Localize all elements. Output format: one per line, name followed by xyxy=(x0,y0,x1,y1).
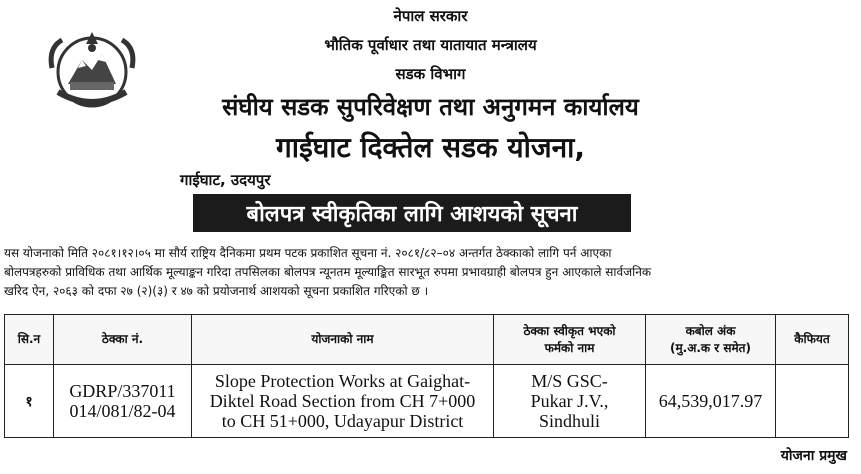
cell-project-line: Slope Protection Works at Gaighat- xyxy=(214,371,471,391)
column-header-remarks: कैफियत xyxy=(776,315,849,365)
office-name: संघीय सडक सुपरिवेक्षण तथा अनुगमन कार्यालय xyxy=(222,93,639,121)
project-location: गाईघाट, उदयपुर xyxy=(180,171,271,189)
cell-contract-line: 014/081/82-04 xyxy=(69,401,176,421)
column-header-firm-line: ठेक्का स्वीकृत भएको xyxy=(523,323,616,338)
cell-project-name xyxy=(192,365,494,438)
ministry-name: भौतिक पूर्वाधार तथा यातायात मन्त्रालय xyxy=(324,36,537,54)
department-name: सडक विभाग xyxy=(395,65,466,83)
cell-project-line: Diktel Road Section from CH 7+000 xyxy=(209,391,476,411)
cell-sn: १ xyxy=(5,365,54,438)
cell-contract-no xyxy=(54,365,192,438)
table-row xyxy=(5,365,849,438)
signature-title: योजना प्रमुख xyxy=(780,448,847,464)
notice-body-line: बोलपत्रहरुको प्राविधिक तथा आर्थिक मूल्याङ्कन गरिदा तपसिलका बोलपत्र न्यूनतम मूल्याङ्कित सारभूत रुपमा प्रभावग्राही बोलपत्र हुन आएकाले सार्वजनिक xyxy=(4,265,652,279)
project-name: गाईघाट दिक्तेल सडक योजना, xyxy=(275,131,586,164)
notice-body xyxy=(4,244,856,301)
cell-firm xyxy=(494,365,646,438)
award-table xyxy=(4,314,849,438)
column-header-sn: सि.न xyxy=(5,315,54,365)
government-name: नेपाल सरकार xyxy=(393,7,468,25)
notice-title: बोलपत्र स्वीकृतिका लागि आशयको सूचना xyxy=(193,194,631,232)
cell-amount: 64,539,017.97 xyxy=(646,365,776,438)
column-header-firm xyxy=(494,315,646,365)
cell-firm-line: Sindhuli xyxy=(538,411,600,431)
notice-body-line: यस योजनाको मिति २०८१।१२।०५ मा सौर्य राष्ट्रिय दैनिकमा प्रथम पटक प्रकाशित सूचना नं. २०८१/८२–०४ अन्तर्गत ठेक्काको लागि पर्न आएका xyxy=(4,246,612,260)
column-header-amount xyxy=(646,315,776,365)
cell-remarks xyxy=(776,365,849,438)
cell-contract-line: GDRP/337011 xyxy=(69,381,176,401)
column-header-amount-line: (मु.अ.क र समेत) xyxy=(669,340,752,355)
cell-project-line: to CH 51+000, Udayapur District xyxy=(221,411,464,431)
column-header-amount-line: कबोल अंक xyxy=(685,323,736,338)
cell-firm-line: Pukar J.V., xyxy=(530,391,609,411)
notice-body-line: खरिद ऐन, २०६३ को दफा २७ (२)(३) र ४७ को प्रयोजनार्थ आशयको सूचना प्रकाशित गरिएको छ । xyxy=(4,284,429,298)
column-header-contract-no: ठेक्का नं. xyxy=(54,315,192,365)
column-header-firm-line: फर्मको नाम xyxy=(544,340,595,355)
table-header-row xyxy=(5,315,849,365)
cell-firm-line: M/S GSC- xyxy=(531,371,608,391)
column-header-project-name: योजनाको नाम xyxy=(192,315,494,365)
